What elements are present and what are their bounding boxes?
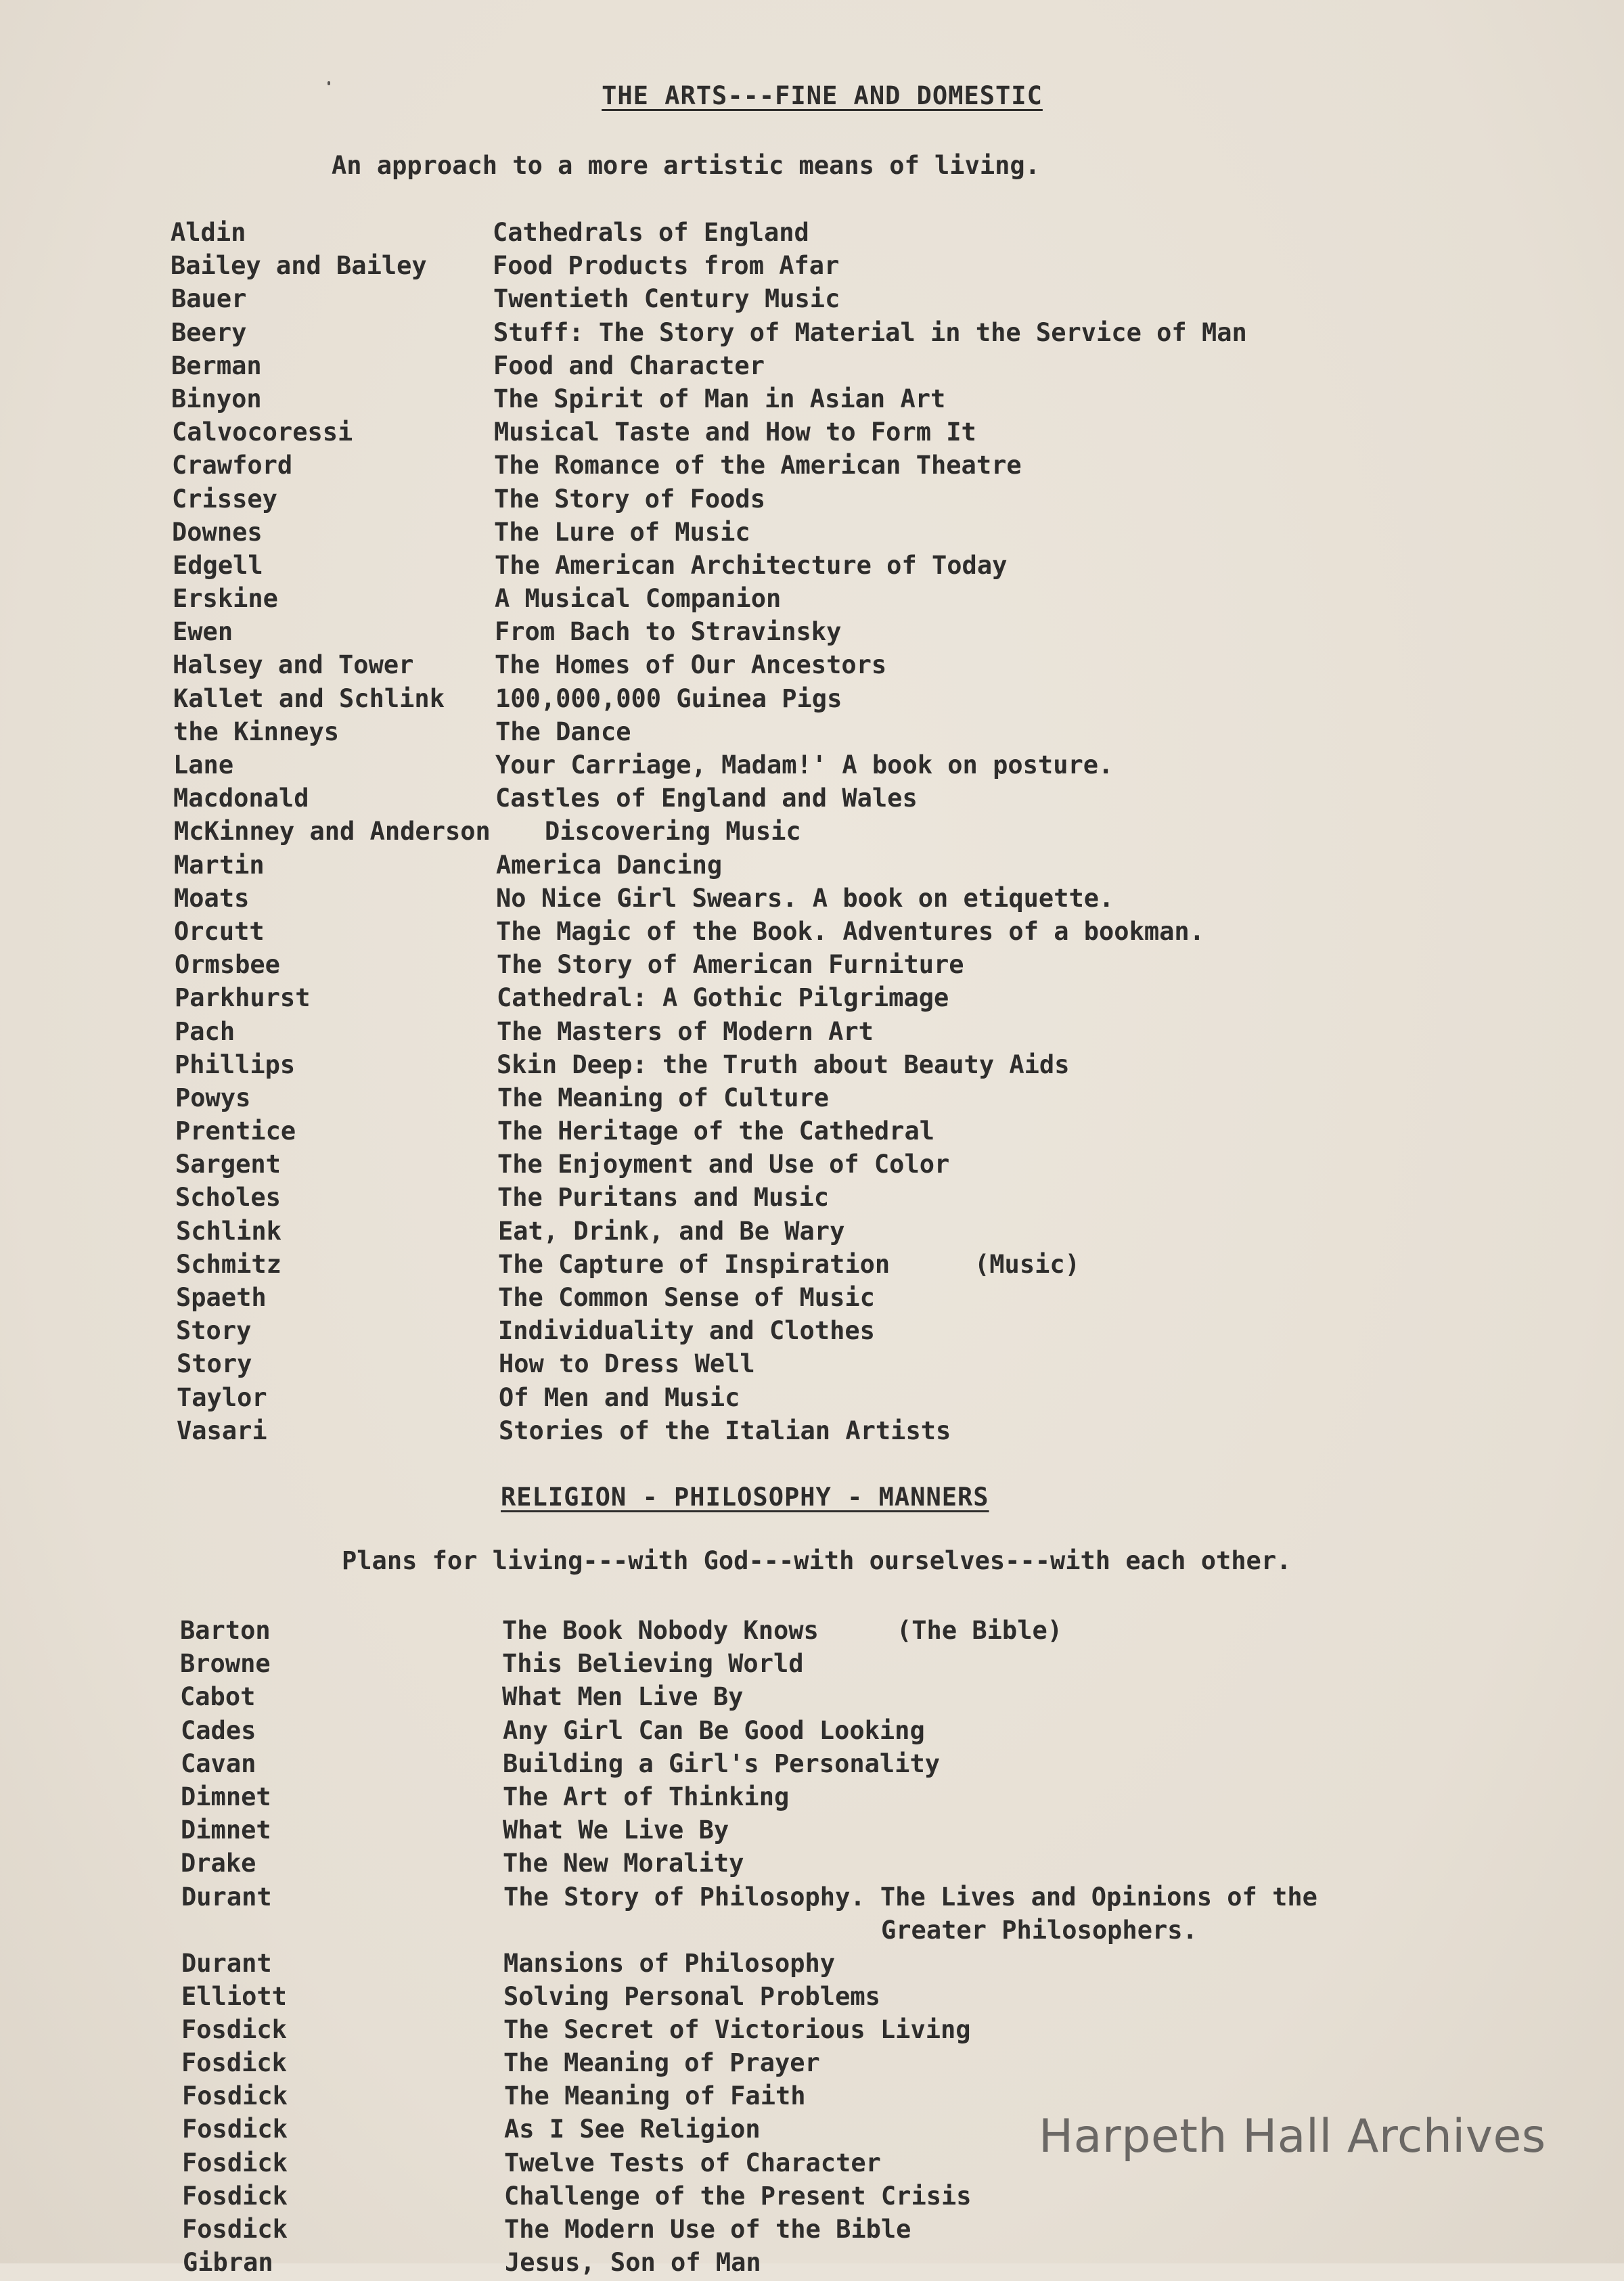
entry-row [0, 1217, 1624, 1250]
entry-row [0, 318, 1624, 351]
entry-title: From Bach to Stravinsky [495, 617, 842, 647]
entry-row [0, 451, 1624, 484]
entry-row [0, 1782, 1624, 1815]
section2-subtitle: Plans for living---with God---with ourselves---with each other. [342, 1546, 1292, 1575]
entry-title: Your Carriage, Madam!' A book on posture. [495, 750, 1114, 780]
entry-title: What Men Live By [502, 1682, 744, 1712]
entry-title: The Meaning of Faith [504, 2081, 806, 2111]
entry-title: The Meaning of Culture [497, 1083, 830, 1112]
entry-author: Crawford [172, 451, 293, 480]
entry-title: What We Live By [503, 1815, 729, 1845]
entry-author: Story [176, 1316, 252, 1346]
entry-row [0, 417, 1624, 451]
entry-author: Bauer [171, 284, 247, 314]
entry-row [0, 1383, 1624, 1416]
entry-author: Cabot [180, 1682, 256, 1712]
entry-row [0, 384, 1624, 417]
entry-title: 100,000,000 Guinea Pigs [495, 683, 842, 713]
entry-row [0, 351, 1624, 384]
entry-author: Beery [171, 317, 247, 347]
entry-author: Prentice [175, 1116, 296, 1146]
entry-title: Stories of the Italian Artists [499, 1416, 951, 1445]
entry-author: Fosdick [181, 2014, 287, 2044]
entry-author: Dimnet [181, 1815, 271, 1845]
entry-note: (The Bible) [897, 1616, 1063, 1645]
entry-row [0, 650, 1624, 683]
entry-title: A Musical Companion [495, 584, 782, 614]
entry-author: Binyon [171, 384, 262, 413]
entry-author: Browne [180, 1649, 271, 1679]
entry-title: The Art of Thinking [503, 1782, 790, 1811]
entry-row [0, 851, 1624, 884]
entry-title: The Capture of Inspiration [498, 1249, 890, 1279]
entry-title: The Enjoyment and Use of Color [497, 1150, 950, 1179]
entry-author: Taylor [177, 1382, 267, 1412]
entry-row [0, 2248, 1624, 2281]
entry-author: Edgell [173, 550, 263, 580]
entry-title: Cathedral: A Gothic Pilgrimage [497, 983, 949, 1013]
entry-author: Pach [175, 1016, 235, 1046]
entry-author: Downes [172, 517, 263, 547]
entry-title: Musical Taste and How to Form It [494, 417, 976, 447]
entry-title: How to Dress Well [499, 1349, 755, 1379]
entry-author: Schmitz [176, 1249, 281, 1279]
entry-title: This Believing World [502, 1649, 804, 1679]
entry-title: Individuality and Clothes [498, 1316, 875, 1346]
entry-author: Fosdick [182, 2115, 288, 2144]
entry-title: The Lure of Music [494, 517, 750, 547]
entry-author: Fosdick [181, 2048, 287, 2078]
entry-title: Twentieth Century Music [493, 284, 840, 314]
entry-author: Fosdick [182, 2148, 288, 2177]
entry-row [0, 2215, 1624, 2248]
entry-row [0, 551, 1624, 584]
entry-row [0, 617, 1624, 650]
entry-note: (Music) [974, 1249, 1080, 1279]
entry-author: Cades [181, 1715, 256, 1745]
entry-title: Challenge of the Present Crisis [504, 2181, 972, 2211]
entry-title: The Story of Philosophy. The Lives and Opinions of the [503, 1882, 1317, 1912]
entry-title: The Spirit of Man in Asian Art [493, 384, 946, 413]
entry-row [0, 1116, 1624, 1150]
entry-author: Lane [173, 750, 234, 780]
entry-row [0, 950, 1624, 983]
entry-row [0, 1250, 1624, 1283]
entry-title: Any Girl Can Be Good Looking [503, 1715, 925, 1745]
entry-row [0, 518, 1624, 551]
entry-title: No Nice Girl Swears. A book on etiquette. [496, 883, 1114, 913]
entry-author: Fosdick [182, 2181, 288, 2211]
entry-author: Orcutt [174, 916, 265, 946]
entry-title: Food and Character [493, 351, 765, 380]
entry-title: The Magic of the Book. Adventures of a bookman. [496, 916, 1204, 946]
entry-author: Halsey and Tower [173, 650, 414, 680]
entry-author: Parkhurst [175, 983, 311, 1013]
entry-author: the Kinneys [173, 717, 340, 746]
entry-row [0, 1682, 1624, 1715]
entry-author: Gibran [183, 2248, 273, 2278]
entry-title: The Puritans and Music [497, 1183, 830, 1213]
entry-title: The Book Nobody Knows [502, 1616, 819, 1645]
entry-title: The Modern Use of the Bible [504, 2215, 911, 2244]
section1-heading: THE ARTS---FINE AND DOMESTIC [602, 81, 1043, 110]
entry-title: America Dancing [496, 850, 723, 880]
entry-author: Macdonald [173, 784, 309, 813]
entry-author: Drake [181, 1849, 256, 1878]
entry-row [0, 284, 1624, 317]
entry-row [0, 218, 1624, 251]
entry-row [0, 251, 1624, 284]
entry-row [0, 1849, 1624, 1882]
entry-title: Skin Deep: the Truth about Beauty Aids [497, 1049, 1070, 1079]
entry-title-continued: Greater Philosophers. [881, 1915, 1198, 1945]
entry-row [0, 983, 1624, 1016]
entry-row [0, 884, 1624, 917]
entry-author: Moats [174, 883, 250, 913]
entry-row [0, 717, 1624, 750]
entry-author: Aldin [171, 218, 246, 247]
entry-row [0, 1083, 1624, 1116]
entry-row [0, 1716, 1624, 1749]
entry-row [0, 1183, 1624, 1216]
archive-watermark: Harpeth Hall Archives [1039, 2110, 1546, 2163]
entry-row [0, 750, 1624, 784]
entry-author: Kallet and Schlink [173, 683, 445, 713]
entry-author: McKinney and Anderson [174, 817, 491, 846]
entry-author: Cavan [181, 1748, 256, 1778]
entry-title: The Secret of Victorious Living [503, 2014, 971, 2044]
section2-list [0, 1616, 1624, 2281]
entry-author: Ormsbee [175, 950, 280, 980]
entry-title: Jesus, Son of Man [505, 2248, 761, 2278]
entry-row [0, 784, 1624, 817]
entry-row [0, 2048, 1624, 2081]
entry-title: Solving Personal Problems [503, 1981, 880, 2011]
entry-title: Cathedrals of England [493, 218, 809, 247]
entry-author: Vasari [177, 1416, 267, 1445]
entry-title: The Masters of Modern Art [497, 1016, 874, 1046]
entry-title: The American Architecture of Today [495, 550, 1008, 580]
entry-row [0, 484, 1624, 518]
entry-row [0, 1283, 1624, 1316]
entry-title: Discovering Music [545, 817, 801, 846]
entry-row [0, 584, 1624, 617]
entry-title: Building a Girl's Personality [503, 1748, 941, 1778]
entry-row [0, 1316, 1624, 1349]
entry-author: Berman [171, 351, 262, 380]
entry-title: The New Morality [503, 1849, 744, 1878]
entry-author: Durant [181, 1948, 272, 1978]
section2-heading: RELIGION - PHILOSOPHY - MANNERS [501, 1483, 989, 1512]
entry-title: Mansions of Philosophy [503, 1948, 836, 1978]
entry-row [0, 1349, 1624, 1382]
entry-author: Fosdick [182, 2215, 288, 2244]
entry-author: Bailey and Bailey [171, 251, 427, 281]
entry-author: Durant [181, 1882, 272, 1912]
entry-title: As I See Religion [504, 2115, 761, 2144]
entry-row [0, 1815, 1624, 1849]
entry-title: Of Men and Music [499, 1382, 740, 1412]
entry-author: Phillips [175, 1049, 296, 1079]
entry-row [0, 1050, 1624, 1083]
entry-row [0, 917, 1624, 950]
entry-author: Powys [175, 1083, 251, 1112]
entry-title: The Story of American Furniture [497, 950, 964, 980]
entry-author: Calvocoressi [172, 417, 353, 447]
entry-row [0, 684, 1624, 717]
entry-author: Erskine [173, 584, 278, 614]
entry-title: The Story of Foods [494, 484, 765, 514]
section1-subtitle: An approach to a more artistic means of living. [332, 151, 1040, 180]
entry-title: Twelve Tests of Character [504, 2148, 881, 2177]
entry-row [0, 1649, 1624, 1682]
entry-title: The Heritage of the Cathedral [497, 1116, 935, 1146]
entry-row [0, 1949, 1624, 1982]
entry-author: Martin [174, 850, 265, 880]
entry-author: Scholes [175, 1183, 281, 1213]
entry-title: Eat, Drink, and Be Wary [498, 1216, 845, 1246]
entry-author: Barton [180, 1616, 271, 1645]
entry-row [0, 1416, 1624, 1449]
entry-author: Dimnet [181, 1782, 271, 1811]
entry-title: Food Products from Afar [493, 251, 840, 281]
entry-row [0, 1982, 1624, 2015]
entry-row [0, 817, 1624, 850]
entry-author: Ewen [173, 617, 233, 647]
entry-title: The Meaning of Prayer [503, 2048, 820, 2078]
entry-author: Schlink [176, 1216, 281, 1246]
entry-author: Story [177, 1349, 252, 1379]
entry-author: Elliott [181, 1981, 287, 2011]
entry-title: The Romance of the American Theatre [494, 451, 1022, 480]
entry-author: Crissey [172, 484, 277, 514]
entry-title: The Homes of Our Ancestors [495, 650, 887, 680]
entry-row [0, 1749, 1624, 1782]
entry-title: The Common Sense of Music [498, 1283, 875, 1312]
entry-author: Sargent [175, 1150, 281, 1179]
entry-author: Fosdick [182, 2081, 288, 2111]
entry-row [0, 1150, 1624, 1183]
entry-row [0, 1017, 1624, 1050]
entry-title: The Dance [495, 717, 631, 746]
entry-title: Castles of England and Wales [495, 784, 918, 813]
entry-row [0, 2015, 1624, 2048]
section1-list [0, 218, 1624, 1449]
entry-title: Stuff: The Story of Material in the Service of Man [493, 317, 1247, 347]
entry-author: Spaeth [176, 1283, 267, 1312]
entry-row [0, 2182, 1624, 2215]
entry-row [0, 1882, 1624, 1949]
entry-row [0, 1616, 1624, 1649]
